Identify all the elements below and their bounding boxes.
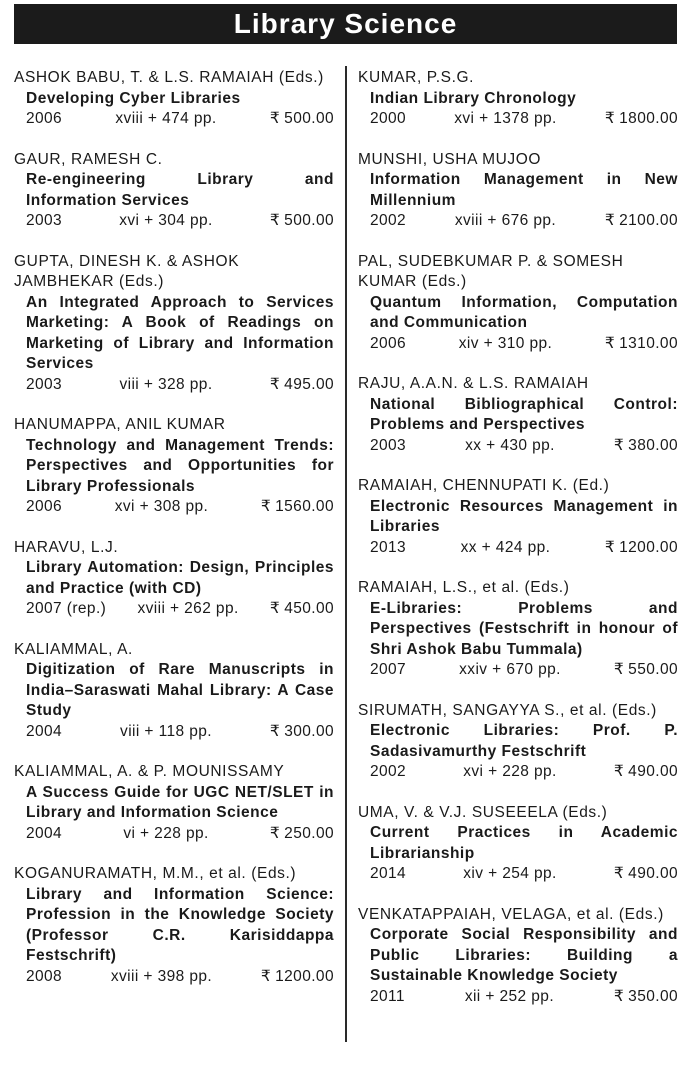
book-price (261, 967, 334, 988)
rupee-icon: ₹ (269, 212, 281, 229)
book-meta (358, 436, 678, 457)
book-meta (358, 987, 678, 1008)
rupee-icon: ₹ (604, 538, 616, 556)
book-entry (14, 864, 334, 987)
price-value: 2100.00 (619, 212, 678, 229)
book-price (270, 599, 334, 620)
book-year: 2004 (26, 824, 63, 842)
book-entry (14, 762, 334, 844)
book-year: 2014 (370, 865, 407, 882)
book-meta (358, 211, 678, 232)
book-author: ASHOK BABU, T. & L.S. RAMAIAH (Eds.) (14, 69, 324, 86)
book-price (270, 109, 334, 130)
book-pages: xvi + 228 pp. (463, 763, 557, 780)
book-author: KALIAMMAL, A. & P. MOUNISSAMY (14, 763, 285, 780)
book-meta (358, 109, 678, 130)
book-meta (14, 109, 334, 130)
book-entry (358, 905, 678, 1008)
book-meta (14, 211, 334, 232)
book-pages: xii + 252 pp. (464, 987, 555, 1005)
rupee-icon: ₹ (269, 824, 281, 842)
book-author: MUNSHI, USHA MUJOO (358, 150, 542, 168)
book-title: Re-engineering Library and Information Services (26, 171, 334, 209)
book-meta (358, 538, 678, 559)
book-price (614, 762, 678, 783)
book-title: Electronic Libraries: Prof. P. Sadasivamurthy Festschrift (370, 722, 678, 760)
book-author: UMA, V. & V.J. SUSEEELA (Eds.) (358, 803, 608, 821)
book-price (270, 375, 334, 396)
book-pages: xvi + 1378 pp. (454, 110, 557, 127)
book-author: HANUMAPPA, ANIL KUMAR (14, 416, 226, 433)
rupee-icon: ₹ (604, 110, 616, 127)
book-author: KOGANURAMATH, M.M., et al. (Eds.) (14, 865, 297, 882)
book-pages: xviii + 474 pp. (115, 110, 217, 127)
book-entry (14, 68, 334, 130)
book-meta (358, 864, 678, 885)
book-title: Indian Library Chronology (370, 89, 577, 107)
book-entry (14, 415, 334, 518)
page-title: Library Science (14, 4, 677, 44)
book-author: SIRUMATH, SANGAYYA S., et al. (Eds.) (358, 701, 657, 719)
book-price (270, 211, 334, 232)
book-meta (14, 967, 334, 988)
book-pages: xvi + 308 pp. (114, 498, 209, 515)
book-year: 2003 (26, 375, 63, 393)
book-title: Current Practices in Academic Librarianship (370, 824, 678, 862)
book-author: RAJU, A.A.N. & L.S. RAMAIAH (358, 375, 589, 392)
book-year: 2000 (370, 110, 407, 127)
book-title: Electronic Resources Management in Libraries (370, 497, 678, 535)
rupee-icon: ₹ (269, 722, 281, 740)
book-year: 2002 (370, 763, 407, 780)
book-pages: xvi + 304 pp. (119, 212, 213, 229)
book-year: 2013 (370, 538, 407, 556)
book-title: An Integrated Approach to Services Marketing: A Book of Readings on Marketing of Library and Information Services (26, 293, 334, 372)
book-price (614, 987, 678, 1008)
book-price (261, 497, 334, 518)
book-entry (358, 252, 678, 355)
price-value: 1200.00 (619, 538, 678, 556)
book-price (270, 824, 334, 845)
book-entry (358, 476, 678, 558)
rupee-icon: ₹ (613, 436, 625, 454)
book-year: 2006 (370, 334, 407, 352)
book-price (614, 436, 678, 457)
book-year: 2006 (26, 110, 63, 127)
book-price (614, 660, 678, 681)
book-year: 2004 (26, 722, 63, 740)
book-meta (14, 497, 334, 518)
book-year: 2003 (370, 436, 407, 454)
book-entry (358, 374, 678, 456)
book-entry (358, 68, 678, 130)
left-column (14, 68, 334, 1007)
book-title: A Success Guide for UGC NET/SLET in Library and Information Science (26, 783, 334, 821)
book-meta (14, 824, 334, 845)
rupee-icon: ₹ (269, 375, 281, 393)
price-value: 1310.00 (619, 334, 678, 352)
book-entry (358, 701, 678, 783)
book-meta (358, 334, 678, 355)
book-author: HARAVU, L.J. (14, 538, 119, 556)
book-title: Technology and Management Trends: Perspectives and Opportunities for Library Professionals (26, 436, 334, 495)
price-value: 450.00 (284, 600, 334, 617)
book-year: 2003 (26, 212, 63, 229)
right-column (358, 68, 678, 1027)
book-pages: viii + 328 pp. (119, 375, 213, 393)
book-title: Developing Cyber Libraries (26, 89, 241, 107)
book-pages: xiv + 254 pp. (463, 865, 557, 882)
book-price (614, 864, 678, 885)
book-pages: xviii + 676 pp. (454, 212, 557, 229)
book-entry (358, 150, 678, 232)
book-entry (14, 640, 334, 743)
book-title: E-Libraries: Problems and Perspectives (Festschrift in honour of Shri Ashok Babu Tummala) (370, 599, 678, 658)
book-entry (14, 538, 334, 620)
book-price (605, 538, 678, 559)
book-year: 2006 (26, 498, 63, 515)
rupee-icon: ₹ (604, 334, 616, 352)
book-author: PAL, SUDEBKUMAR P. & SOMESH KUMAR (Eds.) (358, 252, 624, 290)
book-year: 2002 (370, 212, 407, 229)
book-price (270, 722, 334, 743)
book-pages: viii + 118 pp. (120, 722, 212, 740)
price-value: 490.00 (628, 865, 678, 882)
book-author: KALIAMMAL, A. (14, 640, 133, 658)
rupee-icon: ₹ (613, 661, 625, 678)
book-title: National Bibliographical Control: Problems and Perspectives (370, 395, 678, 433)
book-pages: xiv + 310 pp. (458, 334, 553, 352)
book-year: 2008 (26, 967, 63, 985)
rupee-icon: ₹ (613, 763, 625, 780)
price-value: 1200.00 (275, 967, 334, 985)
book-entry (14, 150, 334, 232)
price-value: 1800.00 (619, 110, 678, 127)
book-pages: xx + 430 pp. (465, 436, 555, 454)
book-price (605, 334, 678, 355)
price-value: 500.00 (284, 110, 334, 127)
book-pages: xx + 424 pp. (460, 538, 551, 556)
rupee-icon: ₹ (269, 110, 281, 127)
price-value: 495.00 (284, 375, 334, 393)
book-meta (358, 660, 678, 681)
book-pages: xviii + 398 pp. (110, 967, 213, 985)
book-year: 2007 (rep.) (26, 600, 107, 617)
book-meta (14, 375, 334, 396)
rupee-icon: ₹ (613, 865, 625, 882)
book-price (605, 211, 678, 232)
book-author: KUMAR, P.S.G. (358, 69, 475, 86)
price-value: 350.00 (628, 987, 678, 1005)
rupee-icon: ₹ (260, 498, 272, 515)
book-pages: xxiv + 670 pp. (459, 661, 561, 678)
book-year: 2007 (370, 661, 407, 678)
book-year: 2011 (370, 987, 405, 1005)
book-title: Quantum Information, Computation and Communication (370, 293, 678, 331)
book-author: GUPTA, DINESH K. & ASHOK JAMBHEKAR (Eds.) (14, 252, 240, 290)
book-meta (14, 599, 334, 620)
book-author: RAMAIAH, L.S., et al. (Eds.) (358, 579, 570, 596)
book-title: Library and Information Science: Profession in the Knowledge Society (Professor C.R. Karisiddappa Festschrift) (26, 885, 334, 964)
column-divider (345, 66, 347, 1042)
book-title: Information Management in New Millennium (370, 171, 678, 209)
price-value: 500.00 (284, 212, 334, 229)
rupee-icon: ₹ (269, 600, 281, 617)
price-value: 550.00 (628, 661, 678, 678)
book-pages: xviii + 262 pp. (137, 600, 239, 617)
book-author: VENKATAPPAIAH, VELAGA, et al. (Eds.) (358, 905, 664, 923)
price-value: 250.00 (284, 824, 334, 842)
book-price (605, 109, 678, 130)
book-entry (358, 803, 678, 885)
rupee-icon: ₹ (260, 967, 272, 985)
rupee-icon: ₹ (604, 212, 616, 229)
book-entry (14, 252, 334, 396)
book-title: Corporate Social Responsibility and Public Libraries: Building a Sustainable Knowledge Society (370, 926, 678, 984)
book-entry (358, 578, 678, 681)
price-value: 380.00 (628, 436, 678, 454)
price-value: 300.00 (284, 722, 334, 740)
book-author: RAMAIAH, CHENNUPATI K. (Ed.) (358, 477, 610, 494)
price-value: 490.00 (628, 763, 678, 780)
book-meta (358, 762, 678, 783)
book-title: Digitization of Rare Manuscripts in India–Saraswati Mahal Library: A Case Study (26, 661, 334, 719)
book-title: Library Automation: Design, Principles and Practice (with CD) (26, 559, 334, 597)
price-value: 1560.00 (275, 498, 334, 515)
book-meta (14, 722, 334, 743)
book-pages: vi + 228 pp. (123, 824, 209, 842)
rupee-icon: ₹ (613, 987, 625, 1005)
book-author: GAUR, RAMESH C. (14, 150, 163, 168)
